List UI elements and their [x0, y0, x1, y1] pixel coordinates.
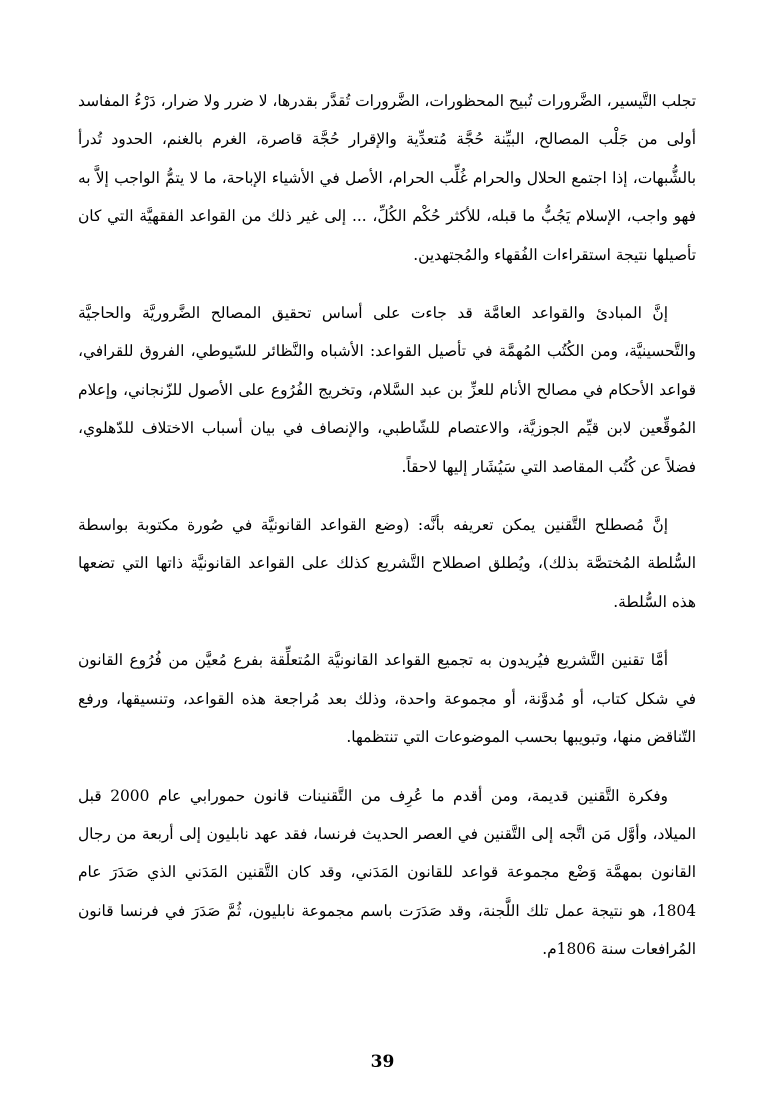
page-number: 39	[370, 1052, 395, 1072]
paragraph-1: تجلب التَّيسير، الضَّرورات تُبيح المحظورات، الضَّرورات تُقدَّر بقدرها، لا ضرر ولا ضرار، دَرْءُ المفاسد أولى من جَلْب المصالح، البيِّنة حُجَّة مُتعدِّية والإقرار حُجَّة قاصرة، الغرم بالغنم، الحدود تُدرأ بالشُّبهات، إذا اجتمع الحلال والحرام غُلِّب الحرام، الأصل في الأشياء الإباحة، ما لا يتمُّ الواجب إلاَّ به فهو واجب، الإسلام يَجُبُّ ما قبله، للأكثر حُكْم الكُلِّ، ... إلى غير ذلك من القواعد الفقهيَّة التي كان تأصيلها نتيجة استقراءات الفُقهاء والمُجتهدين.	[77, 92, 696, 264]
paragraph-5: وفكرة التَّقنين قديمة، ومن أقدم ما عُرِف من التَّقنينات قانون حمورابي عام 2000 قبل الميلاد، وأوَّل مَن اتَّجه إلى التَّقنين في العصر الحديث فرنسا، فقد عهد نابليون إلى أربعة من رجال القانون بمهمَّة وَضْع مجموعة قواعد للقانون المَدَني، وقد كان التَّقنين المَدَني الذي صَدَرَ عام 1804، هو نتيجة عمل تلك اللَّجنة، وقد صَدَرَت باسم مجموعة نابليون، ثُمَّ صَدَرَ في فرنسا قانون المُرافعات سنة 1806م.	[78, 786, 696, 959]
paragraph-3: إنَّ مُصطلح التَّقنين يمكن تعريفه بأنَّه: (وضع القواعد القانونيَّة في صُورة مكتوبة بواسطة السُّلطة المُختصَّة بذلك)، ويُطلق اصطلاح التَّشريع كذلك على القواعد القانونيَّة ذاتها التي تضعها هذه السُّلطة.	[78, 516, 696, 611]
paragraph-2: إنَّ المبادئ والقواعد العامَّة قد جاءت على أساس تحقيق المصالح الضَّروريَّة والحاجيَّة والتَّحسينيَّة، ومن الكُتُب المُهمَّة في تأصيل القواعد: الأشباه والنَّظائر للسّيوطي، الفروق للقرافي، قواعد الأحكام في مصالح الأنام للعزِّ بن عبد السَّلام، وتخريج الفُرُوع على الأصول للزّنجاني، وإعلام المُوقِّعين لابن قيِّم الجوزيَّة، والاعتصام للشّاطبي، والإنصاف في بيان أسباب الاختلاف للدّهلوي، فضلاً عن كُتُب المقاصد التي سَيُشَار إليها لاحقاً.	[78, 304, 696, 476]
body-text	[78, 82, 696, 989]
paragraph-4: أمَّا تقنين التَّشريع فيُريدون به تجميع القواعد القانونيَّة المُتعلِّقة بفرع مُعيَّن من فُرُوع القانون في شكل كتاب، أو مُدوَّنة، أو مجموعة واحدة، وذلك بعد مُراجعة هذه القواعد، وتنسيقها، ورفع التّناقض منها، وتبويبها بحسب الموضوعات التي تنتظمها.	[78, 651, 696, 747]
